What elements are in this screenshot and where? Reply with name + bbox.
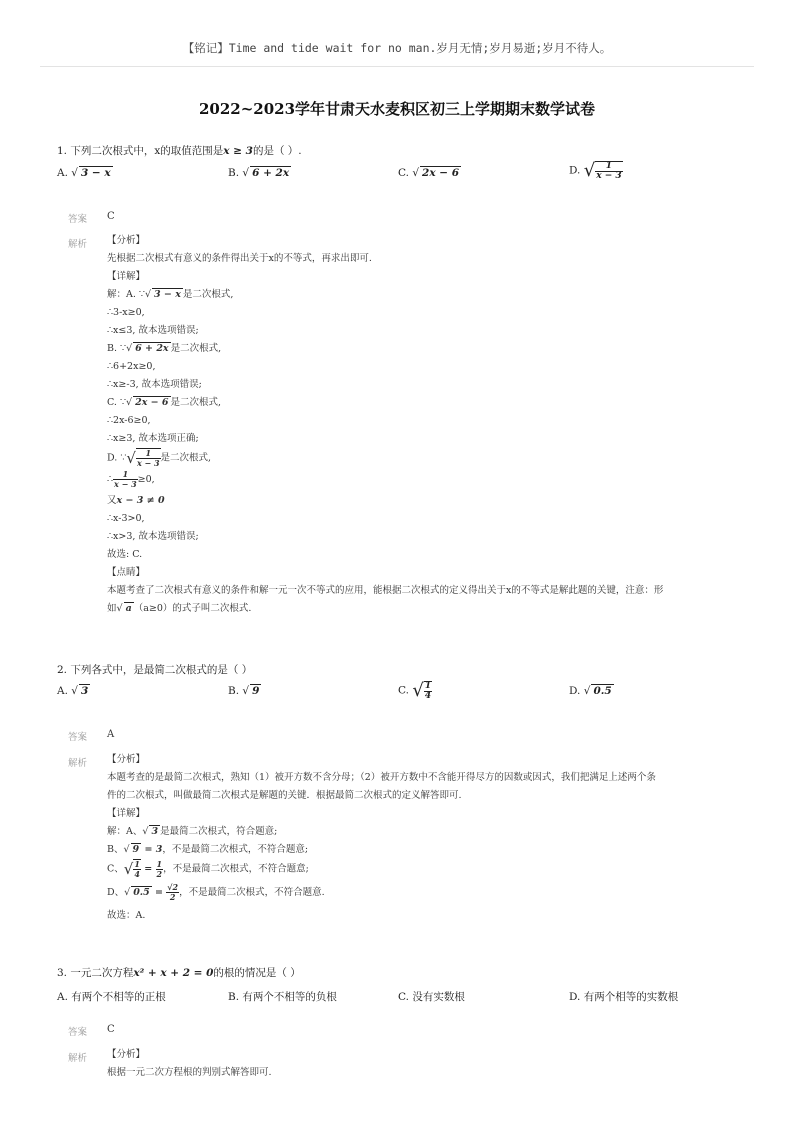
q3-answer: C: [107, 1024, 115, 1035]
q2-answer: A: [107, 729, 115, 740]
q3-option-b[interactable]: B. 有两个不相等的负根: [228, 991, 337, 1003]
q2-option-d[interactable]: D. √ 0.5: [569, 685, 612, 697]
q3-option-c[interactable]: C. 没有实数根: [398, 991, 465, 1003]
q2-analysis-label: 解析: [68, 758, 88, 769]
q2-option-b[interactable]: B. √ 9: [228, 685, 260, 697]
q1-analysis-label: 解析: [68, 239, 88, 250]
q1-option-b[interactable]: B. √ 6 + 2x: [228, 167, 290, 179]
q1-answer-label: 答案: [68, 214, 88, 225]
q3-option-a[interactable]: A. 有两个不相等的正根: [57, 991, 166, 1003]
page-motto: 【铭记】Time and tide wait for no man.岁月无情;岁月易逝;岁月不待人。: [182, 41, 612, 55]
q1-stem: 1. 下列二次根式中，x的取值范围是x ≥ 3的是（ ）.: [57, 145, 302, 157]
q1-condition: x ≥ 3: [223, 145, 253, 157]
exam-title: 2022~2023学年甘肃天水麦积区初三上学期期末数学试卷: [198, 100, 596, 118]
q2-stem: 2. 下列各式中，是最简二次根式的是（ ）: [57, 664, 253, 676]
q3-analysis: 【分析】 根据一元二次方程根的判别式解答即可.: [107, 1049, 272, 1078]
q1-option-c[interactable]: C. √ 2x − 6: [398, 167, 460, 179]
header-divider: [40, 66, 754, 67]
q2-analysis: 【分析】 本题考查的是最简二次根式，熟知（1）被开方数不含分母；（2）被开方数中不含能开得尽方的因数或因式，我们把满足上述两个条 件的二次根式，叫做最简二次根式是解题的关键．根据最简二次根式的定义解答即可. 【详解】 解：A、√ 3 是最简二次根式，符合题意; B、√ 9 = 3，不是最简二次根式，不符合题意; C、√ $\frac{1}{4}$ = $\frac{1}{2}$ ，不是最简二次根式，不符合题意; D、√ 0.5 = $\frac{√2}{2}$ ，不是最简二次根式，不符合题意. 故选：A.: [107, 754, 656, 921]
q1-answer: C: [107, 211, 115, 222]
q2-option-a[interactable]: A. √ 3: [57, 685, 89, 697]
q3-equation: x² + x + 2 = 0: [133, 967, 214, 979]
q2-option-c[interactable]: C. √ $\frac{1}{4}$: [398, 680, 432, 701]
q3-answer-label: 答案: [68, 1027, 88, 1038]
q3-analysis-label: 解析: [68, 1053, 88, 1064]
q3-option-d[interactable]: D. 有两个相等的实数根: [569, 991, 679, 1003]
q3-stem: 3. 一元二次方程x² + x + 2 = 0的根的情况是（ ）: [57, 967, 301, 979]
q2-answer-label: 答案: [68, 732, 88, 743]
q1-analysis: 【分析】 先根据二次根式有意义的条件得出关于x的不等式，再求出即可. 【详解】 解：A. ∵√ 3 − x 是二次根式, ∴3-x≥0, ∴x≤3, 故本选项错误; B. ∵√ 6 + 2x 是二次根式, ∴6+2x≥0, ∴x≥-3, 故本选项错误; C. ∵√ 2x − 6 是二次根式, ∴2x-6≥0, ∴x≥3, 故本选项正确; D. ∵√ $\frac{1}{x - 3}$ 是二次根式, ∴ $\frac{1}{x - 3}$ ≥0, 又x − 3 ≠ 0 ∴x-3>0, ∴x>3, 故本选项错误; 故选: C. 【点睛】 本题考查了二次根式有意义的条件和解一元一次不等式的应用，能根据二次根式的定义得出关于x的不等式是解此题的关键，注意：形 如√ a （a≥0）的式子叫二次根式.: [107, 235, 664, 614]
q1-option-d[interactable]: D. √ $\frac{1}{x - 3}$: [569, 160, 622, 181]
q1-option-a[interactable]: A. √ 3 − x: [57, 167, 111, 179]
